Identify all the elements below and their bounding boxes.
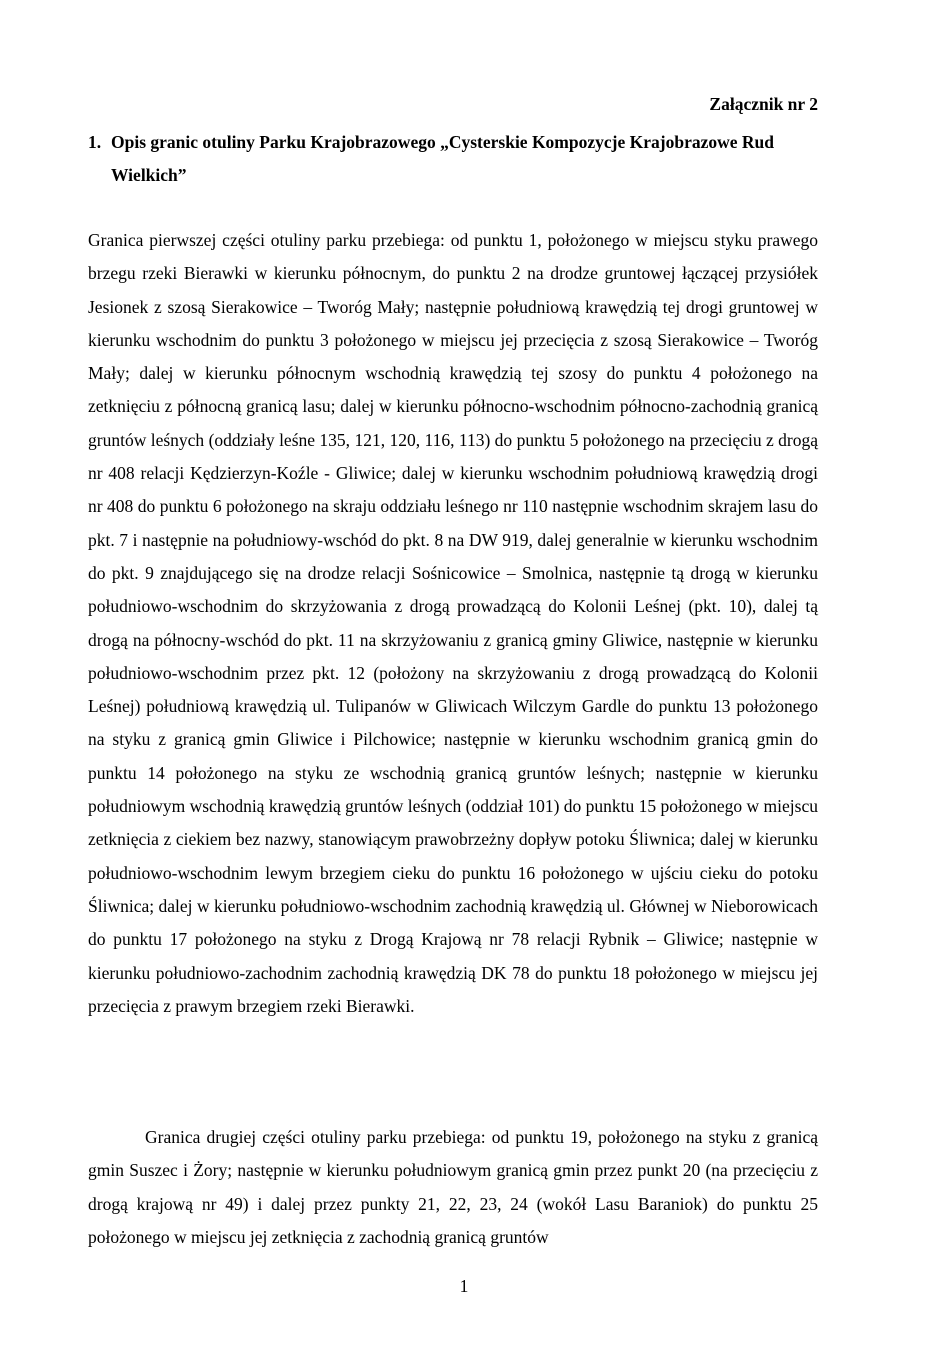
heading-text: Opis granic otuliny Parku Krajobrazowego „Cysterskie Kompozycje Krajobrazowe Rud Wielkich” — [111, 132, 774, 185]
heading-number: 1. — [88, 132, 102, 152]
paragraph-first-part: Granica pierwszej części otuliny parku przebiega: od punktu 1, położonego w miejscu styku prawego brzegu rzeki Bierawki w kierunku północnym, do punktu 2 na drodze gruntowej łączącej przysiółek Jesionek z szosą Sierakowice – Tworóg Mały; następnie południową krawędzią tej drogi gruntowej w kierunku wschodnim do punktu 3 położonego w miejscu jej przecięcia z szosą Sierakowice – Tworóg Mały; dalej w kierunku północnym wschodnią krawędzią tej szosy do punktu 4 położonego na zetknięciu z północną granicą lasu; dalej w kierunku północno-wschodnim północno-zachodnią granicą gruntów leśnych (oddziały leśne 135, 121, 120, 116, 113) do punktu 5 położonego na przecięciu z drogą nr 408 relacji Kędzierzyn-Koźle - Gliwice; dalej w kierunku wschodnim południową krawędzią drogi nr 408 do punktu 6 położonego na skraju oddziału leśnego nr 110 następnie wschodnim skrajem lasu do pkt. 7 i następnie na południowy-wschód do pkt. 8 na DW 919, dalej generalnie w kierunku wschodnim do pkt. 9 znajdującego się na drodze relacji Sośnicowice – Smolnica, następnie tą drogą w kierunku południowo-wschodnim do skrzyżowania z drogą prowadzącą do Kolonii Leśnej (pkt. 10), dalej tą drogą na północny-wschód do pkt. 11 na skrzyżowaniu z granicą gminy Gliwice, następnie w kierunku południowo-wschodnim przez pkt. 12 (położony na skrzyżowaniu z drogą prowadzącą do Kolonii Leśnej) południową krawędzią ul. Tulipanów w Gliwicach Wilczym Gardle do punktu 13 położonego na styku z granicą gmin Gliwice i Pilchowice; następnie w kierunku wschodnim granicą gmin do punktu 14 położonego na styku ze wschodnią granicą gruntów leśnych; następnie w kierunku południowym wschodnią krawędzią gruntów leśnych (oddział 101) do punktu 15 położonego w miejscu zetknięcia z ciekiem bez nazwy, stanowiącym prawobrzeżny dopływ potoku Śliwnica; dalej w kierunku południowo-wschodnim lewym brzegiem cieku do punktu 16 położonego w ujściu cieku do potoku Śliwnica; dalej w kierunku południowo-wschodnim zachodnią krawędzią ul. Głównej w Nieborowicach do punktu 17 położonego na styku z Drogą Krajową nr 78 relacji Rybnik – Gliwice; następnie w kierunku południowo-zachodnim zachodnią krawędzią DK 78 do punktu 18 położonego w miejscu jej przecięcia z prawym brzegiem rzeki Bierawki. — [88, 230, 818, 1016]
paragraph-second-part: Granica drugiej części otuliny parku przebiega: od punktu 19, położonego na styku z granicą gmin Suszec i Żory; następnie w kierunku południowym granicą gmin przez punkt 20 (na przecięciu z drogą krajową nr 49) i dalej przez punkty 21, 22, 23, 24 (wokół Lasu Baraniok) do punktu 25 położonego w miejscu jej zetknięcia z zachodnią granicą gruntów — [88, 1127, 818, 1247]
page-number: 1 — [459, 1276, 469, 1296]
section-heading — [88, 126, 828, 192]
annex-label: Załącznik nr 2 — [709, 94, 818, 114]
